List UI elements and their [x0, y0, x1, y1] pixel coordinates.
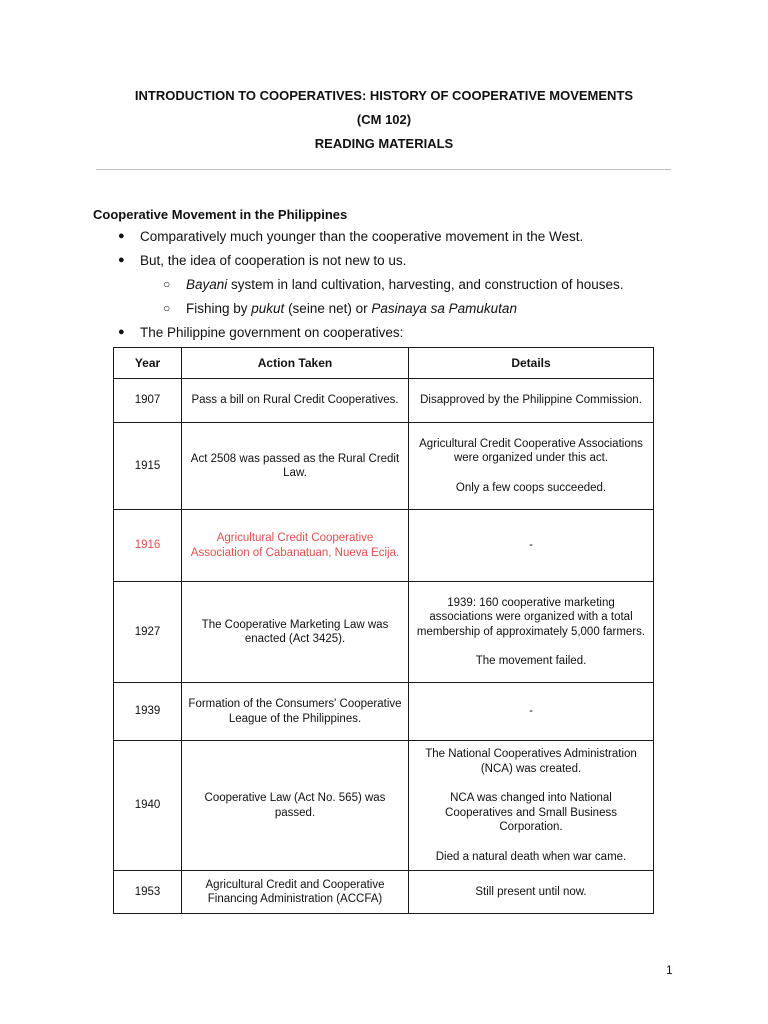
action-cell: Pass a bill on Rural Credit Cooperatives. — [182, 379, 409, 423]
column-header-action: Action Taken — [182, 348, 409, 379]
italic-term: pukut — [251, 301, 285, 316]
italic-term: Pasinaya sa Pamukutan — [371, 301, 517, 316]
action-cell: Act 2508 was passed as the Rural Credit Law. — [182, 423, 409, 510]
cooperative-history-table — [113, 347, 654, 914]
table-row — [114, 741, 654, 871]
details-cell: The National Cooperatives Administration (NCA) was created. NCA was changed into National Cooperatives and Small Business Corporation. Died a natural death when war came. — [409, 741, 654, 871]
bullet-marker: ● — [118, 326, 125, 338]
action-cell: Formation of the Consumers' Cooperative League of the Philippines. — [182, 683, 409, 741]
action-cell: Cooperative Law (Act No. 565) was passed. — [182, 741, 409, 871]
bullet-text: But, the idea of cooperation is not new to us. — [140, 253, 407, 268]
action-cell: The Cooperative Marketing Law was enacted (Act 3425). — [182, 582, 409, 683]
details-cell: Still present until now. — [409, 871, 654, 914]
bullet-marker: ● — [118, 230, 125, 242]
horizontal-divider — [96, 169, 671, 170]
details-cell: - — [409, 683, 654, 741]
page-number: 1 — [666, 963, 673, 977]
action-cell: Agricultural Credit Cooperative Association of Cabanatuan, Nueva Ecija. — [182, 510, 409, 582]
sub-bullet-text: Bayani system in land cultivation, harvesting, and construction of houses. — [186, 277, 624, 292]
year-cell: 1940 — [114, 741, 182, 871]
sub-bullet-marker: ○ — [163, 277, 171, 291]
table-header-row — [114, 348, 654, 379]
table-row — [114, 379, 654, 423]
year-cell: 1939 — [114, 683, 182, 741]
details-cell: 1939: 160 cooperative marketing associations were organized with a total membership of approximately 5,000 farmers. The movement failed. — [409, 582, 654, 683]
course-code: (CM 102) — [356, 112, 412, 127]
action-cell: Agricultural Credit and Cooperative Financing Administration (ACCFA) — [182, 871, 409, 914]
table-row — [114, 582, 654, 683]
sub-bullet-text: Fishing by pukut (seine net) or Pasinaya sa Pamukutan — [186, 301, 517, 316]
section-title: Cooperative Movement in the Philippines — [93, 207, 348, 222]
year-cell: 1916 — [114, 510, 182, 582]
table-row — [114, 423, 654, 510]
year-cell: 1915 — [114, 423, 182, 510]
details-cell: - — [409, 510, 654, 582]
bullet-text: The Philippine government on cooperatives: — [140, 325, 404, 340]
document-subtitle: READING MATERIALS — [314, 136, 454, 151]
sub-bullet-marker: ○ — [163, 301, 171, 315]
table-row — [114, 871, 654, 914]
details-cell: Agricultural Credit Cooperative Associations were organized under this act. Only a few coops succeeded. — [409, 423, 654, 510]
bullet-text: Comparatively much younger than the cooperative movement in the West. — [140, 229, 584, 244]
bullet-marker: ● — [118, 254, 125, 266]
year-cell: 1953 — [114, 871, 182, 914]
details-cell: Disapproved by the Philippine Commission. — [409, 379, 654, 423]
document-title: INTRODUCTION TO COOPERATIVES: HISTORY OF COOPERATIVE MOVEMENTS — [134, 88, 634, 103]
column-header-details: Details — [409, 348, 654, 379]
table-row — [114, 683, 654, 741]
year-cell: 1927 — [114, 582, 182, 683]
table-row-highlighted — [114, 510, 654, 582]
column-header-year: Year — [114, 348, 182, 379]
year-cell: 1907 — [114, 379, 182, 423]
italic-term: Bayani — [186, 277, 228, 292]
